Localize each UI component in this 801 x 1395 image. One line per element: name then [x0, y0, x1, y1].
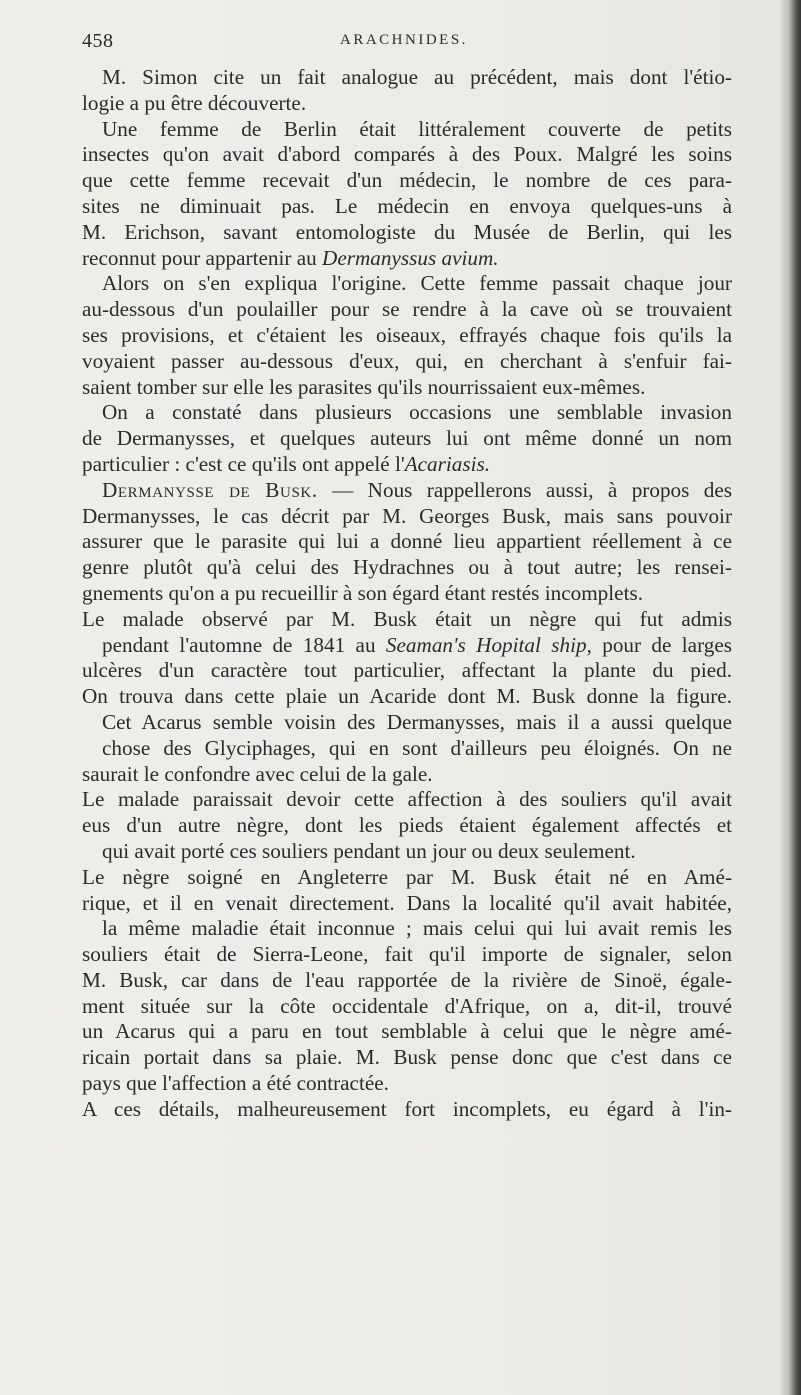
page-header	[82, 30, 722, 54]
text-line: la même maladie était inconnue ; mais celui qui lui avait remis les	[102, 916, 732, 941]
page-edge-shadow	[779, 0, 801, 1395]
text-line: ricain portait dans sa plaie. M. Busk pense donc que c'est dans ce	[82, 1045, 732, 1070]
section-heading: Dermanysse de Busk.	[102, 477, 318, 502]
text-line: reconnut pour appartenir au Dermanyssus avium.	[82, 245, 499, 270]
text-line: au-dessous d'un poulailler pour se rendre à la cave où se trouvaient	[82, 297, 732, 322]
text-line: qui avait porté ces souliers pendant un jour ou deux seulement.	[102, 838, 636, 863]
text-line: genre plutôt qu'à celui des Hydrachnes ou à tout autre; les rensei-	[82, 555, 732, 580]
text-line: sites ne diminuait pas. Le médecin en envoya quelques-uns à	[82, 193, 732, 218]
text-line: Cet Acarus semble voisin des Dermanysses, mais il a aussi quelque	[102, 709, 732, 734]
page-number: 458	[82, 30, 114, 52]
text-line: de Dermanysses, et quelques auteurs lui ont même donné un nom	[82, 426, 732, 451]
running-head: ARACHNIDES.	[340, 32, 468, 48]
text-line: gnements qu'on a pu recueillir à son égard étant restés incomplets.	[82, 580, 643, 605]
text-line: insectes qu'on avait d'abord comparés à des Poux. Malgré les soins	[82, 142, 732, 167]
text-line: Une femme de Berlin était littéralement couverte de petits	[102, 116, 732, 141]
text-line: que cette femme recevait d'un médecin, le nombre de ces para-	[82, 168, 732, 193]
text-line: On a constaté dans plusieurs occasions une semblable invasion	[102, 400, 732, 425]
text-line: assurer que le parasite qui lui a donné lieu appartient réellement à ce	[82, 529, 732, 554]
text-line: souliers était de Sierra-Leone, fait qu'il importe de signaler, selon	[82, 942, 732, 967]
text-line: ses provisions, et c'étaient les oiseaux, effrayés chaque fois qu'ils la	[82, 322, 732, 347]
text-line: M. Erichson, savant entomologiste du Musée de Berlin, qui les	[82, 219, 732, 244]
text-line: chose des Glyciphages, qui en sont d'ailleurs peu éloignés. On ne	[102, 735, 732, 760]
text-line: logie a pu être découverte.	[82, 90, 307, 115]
text-line: particulier : c'est ce qu'ils ont appelé l'Acariasis.	[82, 451, 491, 476]
disease-name: Acariasis.	[404, 451, 491, 476]
text-line: pays que l'affection a été contractée.	[82, 1071, 389, 1096]
text-line: M. Busk, car dans de l'eau rapportée de la rivière de Sinoë, égale-	[82, 967, 732, 992]
text-line: Dermanysses, le cas décrit par M. Georges Busk, mais sans pouvoir	[82, 503, 732, 528]
text-line: un Acarus qui a paru en tout semblable à celui que le nègre amé-	[82, 1019, 732, 1044]
ship-name: Seaman's Hopital ship	[385, 632, 587, 657]
text-line: Le malade paraissait devoir cette affection à des souliers qu'il avait	[82, 787, 732, 812]
text-line: Dermanysse de Busk. — Nous rappellerons aussi, à propos des	[102, 477, 732, 502]
text-line: M. Simon cite un fait analogue au précédent, mais dont l'étio-	[102, 65, 732, 89]
text-line: Alors on s'en expliqua l'origine. Cette femme passait chaque jour	[102, 271, 732, 296]
text-line: On trouva dans cette plaie un Acaride dont M. Busk donne la figure.	[82, 684, 732, 709]
text-line: ulcères d'un caractère tout particulier, affectant la plante du pied.	[82, 658, 732, 683]
text-line: ment située sur la côte occidentale d'Afrique, on a, dit-il, trouvé	[82, 993, 732, 1018]
species-name: Dermanyssus avium.	[322, 245, 499, 270]
text-line: saient tomber sur elle les parasites qu'ils nourrissaient eux-mêmes.	[82, 374, 646, 399]
text-line: A ces détails, malheureusement fort incomplets, eu égard à l'in-	[82, 1096, 732, 1121]
text-line: saurait le confondre avec celui de la gale.	[82, 761, 433, 786]
text-line: Le nègre soigné en Angleterre par M. Busk était né en Amé-	[82, 864, 732, 889]
text-line: pendant l'automne de 1841 au Seaman's Hopital ship, pour de larges	[102, 632, 733, 657]
body-text	[82, 65, 733, 1123]
text-line: rique, et il en venait directement. Dans la localité qu'il avait habitée,	[82, 890, 732, 915]
text-line: eus d'un autre nègre, dont les pieds étaient également affectés et	[82, 813, 732, 838]
text-line: voyaient passer au-dessous d'eux, qui, en cherchant à s'enfuir fai-	[82, 348, 732, 373]
text-line: Le malade observé par M. Busk était un nègre qui fut admis	[82, 606, 732, 631]
